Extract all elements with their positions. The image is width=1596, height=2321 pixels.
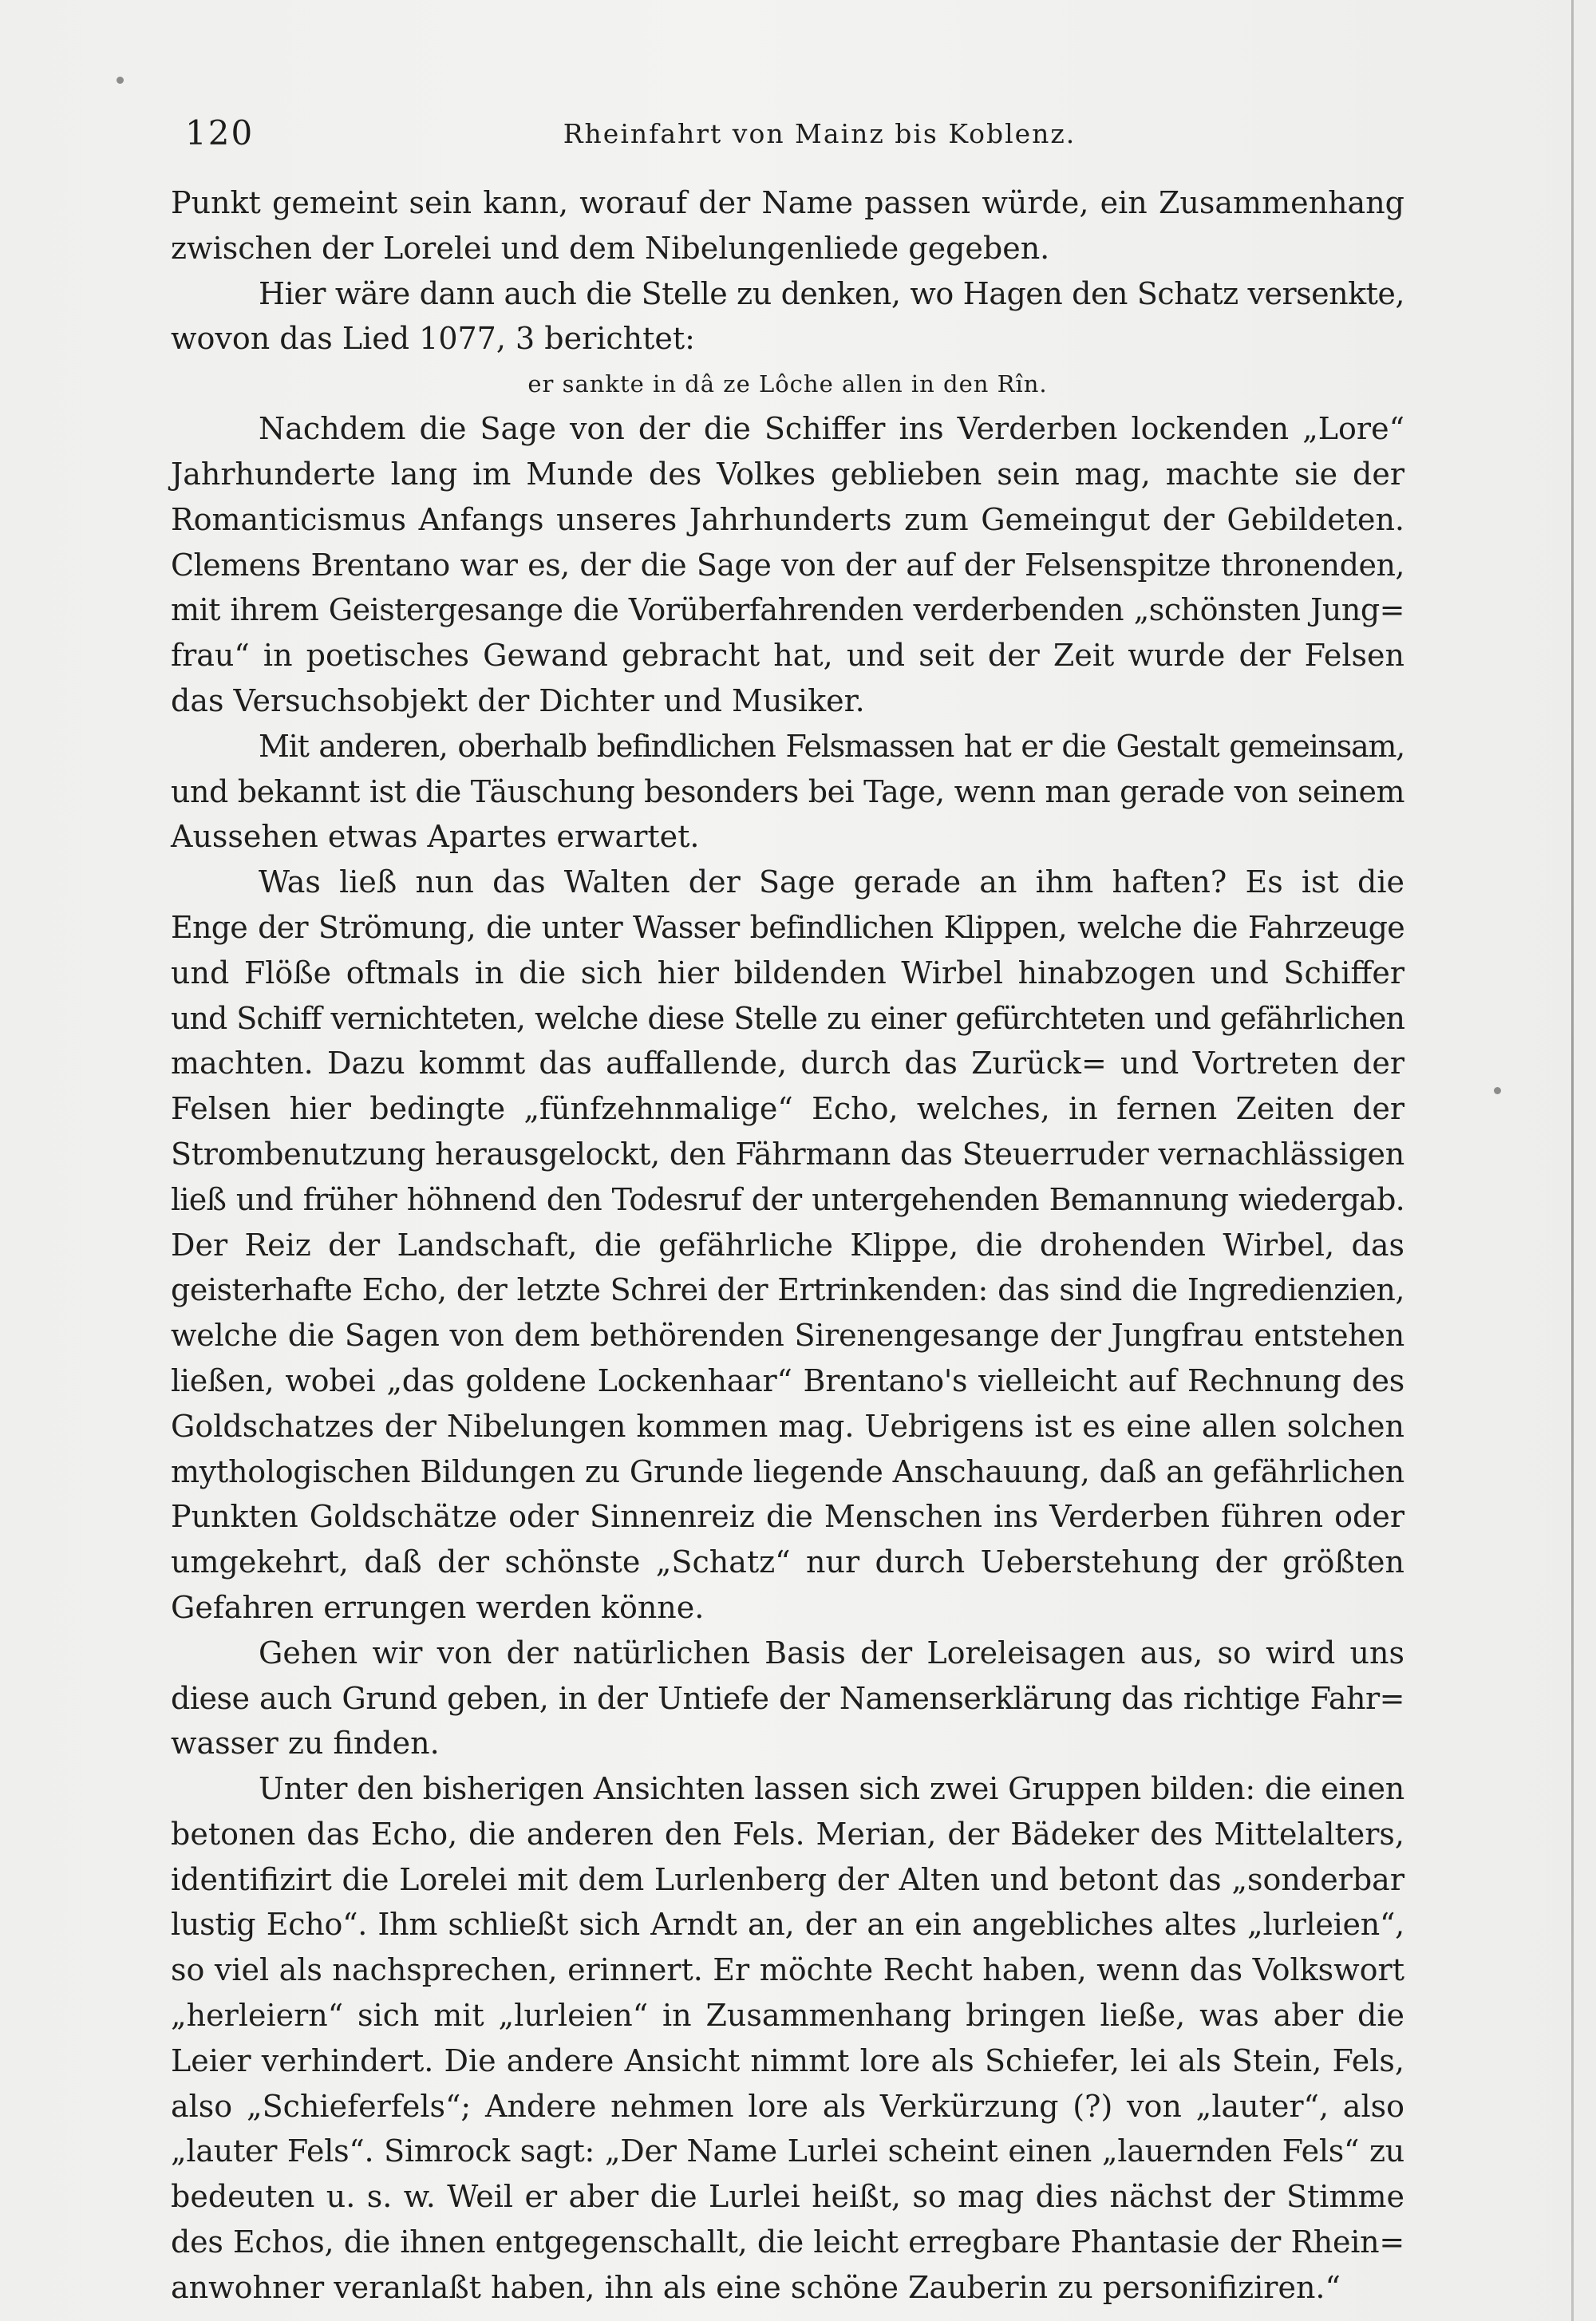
text-line: mythologischen Bildungen zu Grunde liegende Anschauung, daß an gefährlichen: [171, 1453, 1404, 1489]
text-line: mit ihrem Geistergesange die Vorüberfahrenden verderbenden „schönsten Jung=: [171, 592, 1404, 628]
verse-quote: er sankte in dâ ze Lôche allen in den Rîn.: [527, 370, 1048, 398]
body-text: [171, 180, 1404, 2311]
text-line: „herleiern“ sich mit „lurleien“ in Zusammenhang bringen ließe, was aber die: [171, 1998, 1404, 2034]
running-title: Rheinfahrt von Mainz bis Koblenz.: [563, 118, 1077, 149]
text-line: umgekehrt, daß der schönste „Schatz“ nur durch Ueberstehung der größten: [171, 1544, 1404, 1580]
text-line: Clemens Brentano war es, der die Sage von der auf der Felsenspitze thronenden,: [171, 547, 1404, 583]
text-line: Punkt gemeint sein kann, worauf der Name passen würde, ein Zusammenhang: [171, 185, 1404, 220]
text-line: Jahrhunderte lang im Munde des Volkes geblieben sein mag, machte sie der: [171, 456, 1404, 492]
text-line: und Flöße oftmals in die sich hier bildenden Wirbel hinabzogen und Schiffer: [171, 955, 1404, 990]
page-header: [185, 113, 1406, 161]
text-line: welche die Sagen von dem bethörenden Sirenengesange der Jungfrau entstehen: [171, 1318, 1404, 1354]
text-line: machten. Dazu kommt das auffallende, durch das Zurück= und Vortreten der: [171, 1046, 1404, 1081]
text-line: ließen, wobei „das goldene Lockenhaar“ Brentano's vielleicht auf Rechnung des: [171, 1362, 1404, 1398]
text-line: Nachdem die Sage von der die Schiffer ins Verderben lockenden „Lore“: [259, 411, 1404, 447]
text-line: lustig Echo“. Ihm schließt sich Arndt an, der an ein angebliches altes „lurleien“,: [171, 1907, 1404, 1943]
paper-speck: [1494, 1087, 1501, 1094]
text-line: betonen das Echo, die anderen den Fels. Merian, der Bädeker des Mittelalters,: [171, 1816, 1404, 1852]
text-line: anwohner veranlaßt haben, ihn als eine schöne Zauberin zu personifiziren.“: [171, 2269, 1341, 2305]
text-line: wasser zu finden.: [171, 1726, 440, 1762]
text-line: identifizirt die Lorelei mit dem Lurlenberg der Alten und betont das „sonderbar: [171, 1861, 1404, 1897]
text-line: geisterhafte Echo, der letzte Schrei der Ertrinkenden: das sind die Ingredienzien,: [171, 1272, 1404, 1308]
text-line: frau“ in poetisches Gewand gebracht hat, und seit der Zeit wurde der Felsen: [171, 638, 1404, 674]
text-line: Mit anderen, oberhalb befindlichen Felsmassen hat er die Gestalt gemeinsam,: [259, 728, 1404, 764]
text-line: ließ und früher höhnend den Todesruf der untergehenden Bemannung wiedergab.: [171, 1181, 1404, 1217]
text-line: und bekannt ist die Täuschung besonders bei Tage, wenn man gerade von seinem: [171, 773, 1404, 809]
text-line: Gehen wir von der natürlichen Basis der Loreleisagen aus, so wird uns: [259, 1635, 1404, 1671]
text-line: das Versuchsobjekt der Dichter und Musiker.: [171, 682, 865, 718]
text-line: Aussehen etwas Apartes erwartet.: [171, 819, 700, 855]
text-line: Felsen hier bedingte „fünfzehnmalige“ Echo, welches, in fernen Zeiten der: [171, 1091, 1404, 1127]
text-line: und Schiff vernichteten, welche diese Stelle zu einer gefürchteten und gefährlichen: [171, 1000, 1404, 1036]
text-line: Enge der Strömung, die unter Wasser befindlichen Klippen, welche die Fahrzeuge: [171, 909, 1404, 945]
text-line: wovon das Lied 1077, 3 berichtet:: [171, 321, 695, 357]
text-line: also „Schieferfels“; Andere nehmen lore als Verkürzung (?) von „lauter“, also: [171, 2088, 1404, 2124]
page-edge-line: [1571, 0, 1574, 2321]
page-number: 120: [185, 113, 255, 152]
text-line: Was ließ nun das Walten der Sage gerade an ihm haften? Es ist die: [259, 864, 1404, 900]
text-line: bedeuten u. s. w. Weil er aber die Lurlei heißt, so mag dies nächst der Stimme: [171, 2179, 1404, 2215]
text-line: diese auch Grund geben, in der Untiefe der Namenserklärung das richtige Fahr=: [171, 1680, 1404, 1716]
text-line: „lauter Fels“. Simrock sagt: „Der Name Lurlei scheint einen „lauernden Fels“ zu: [171, 2133, 1404, 2169]
text-line: Gefahren errungen werden könne.: [171, 1589, 705, 1625]
text-line: so viel als nachsprechen, erinnert. Er möchte Recht haben, wenn das Volkswort: [171, 1952, 1404, 1988]
text-line: Punkten Goldschätze oder Sinnenreiz die Menschen ins Verderben führen oder: [171, 1499, 1404, 1535]
text-line: zwischen der Lorelei und dem Nibelungenliede gegeben.: [171, 230, 1050, 266]
text-line: Romanticismus Anfangs unseres Jahrhunderts zum Gemeingut der Gebildeten.: [171, 501, 1404, 537]
text-line: Leier verhindert. Die andere Ansicht nimmt lore als Schiefer, lei als Stein, Fels,: [171, 2042, 1404, 2078]
text-line: Der Reiz der Landschaft, die gefährliche Klippe, die drohenden Wirbel, das: [171, 1227, 1404, 1263]
text-line: Hier wäre dann auch die Stelle zu denken, wo Hagen den Schatz versenkte,: [259, 275, 1404, 311]
text-line: Goldschatzes der Nibelungen kommen mag. Uebrigens ist es eine allen solchen: [171, 1408, 1404, 1444]
text-line: des Echos, die ihnen entgegenschallt, die leicht erregbare Phantasie der Rhein=: [171, 2224, 1404, 2260]
paper-speck: [117, 77, 124, 84]
text-line: Strombenutzung herausgelockt, den Fährmann das Steuerruder vernachlässigen: [171, 1136, 1404, 1172]
text-line: Unter den bisherigen Ansichten lassen sich zwei Gruppen bilden: die einen: [259, 1771, 1404, 1807]
